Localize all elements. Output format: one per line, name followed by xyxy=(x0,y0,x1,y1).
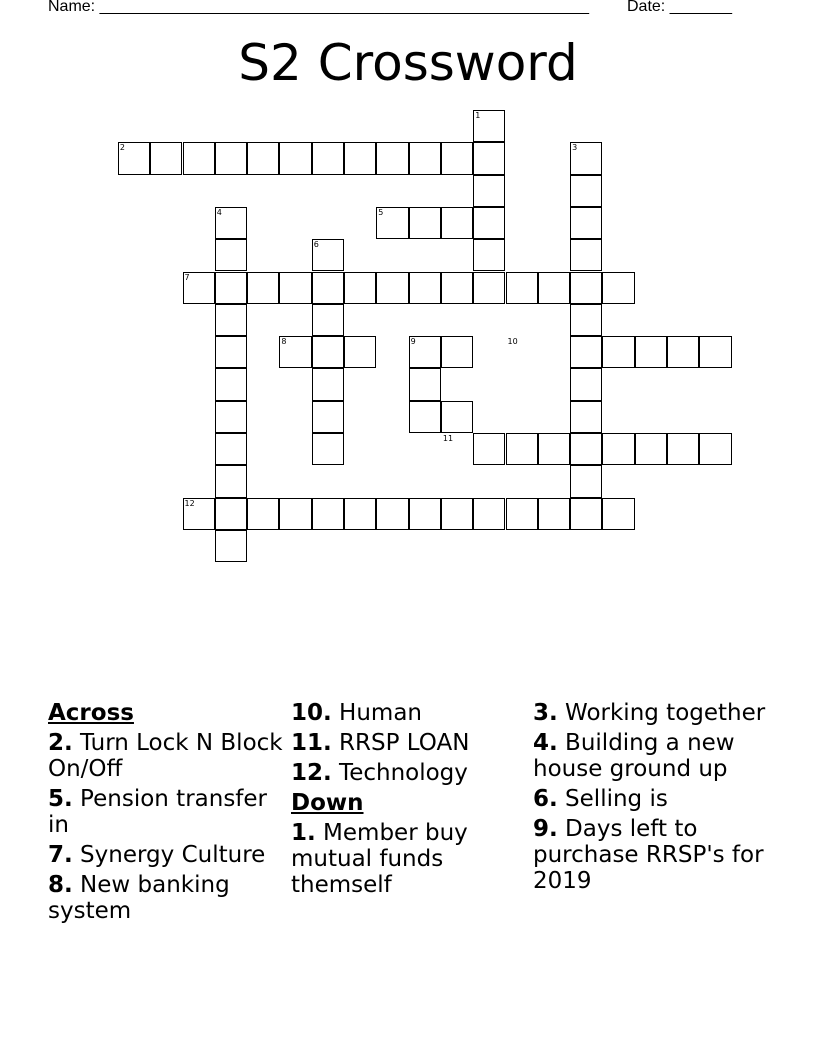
crossword-cell[interactable] xyxy=(473,142,505,174)
crossword-cell[interactable] xyxy=(344,272,376,304)
crossword-cell[interactable] xyxy=(247,272,279,304)
crossword-cell[interactable] xyxy=(409,142,441,174)
clue-across-8: 8. New banking system xyxy=(48,872,230,924)
crossword-cell[interactable] xyxy=(215,272,247,304)
crossword-cell[interactable] xyxy=(215,239,247,271)
crossword-cell[interactable] xyxy=(409,368,441,400)
crossword-cell[interactable] xyxy=(312,336,344,368)
clue-down-6: 6. Selling is xyxy=(533,786,668,812)
crossword-cell[interactable] xyxy=(376,142,408,174)
crossword-cell[interactable] xyxy=(538,272,570,304)
cell-number: 9 xyxy=(410,337,416,347)
crossword-cell[interactable] xyxy=(441,142,473,174)
crossword-cell[interactable] xyxy=(150,142,182,174)
crossword-cell[interactable] xyxy=(441,401,473,433)
cell-number: 4 xyxy=(216,207,222,217)
clue-down-9: 9. Days left to purchase RRSP's for 2019 xyxy=(533,816,764,894)
crossword-cell[interactable] xyxy=(538,433,570,465)
crossword-cell[interactable] xyxy=(667,336,699,368)
cell-number: 6 xyxy=(313,240,319,250)
crossword-cell[interactable] xyxy=(473,175,505,207)
down-heading: Down xyxy=(291,790,364,816)
crossword-cell[interactable] xyxy=(570,239,602,271)
crossword-cell[interactable] xyxy=(409,272,441,304)
crossword-cell[interactable] xyxy=(441,272,473,304)
cell-number: 8 xyxy=(281,337,287,347)
crossword-cell[interactable] xyxy=(279,272,311,304)
crossword-cell[interactable] xyxy=(215,498,247,530)
crossword-cell[interactable] xyxy=(441,207,473,239)
crossword-cell[interactable] xyxy=(635,433,667,465)
page-title: S2 Crossword xyxy=(238,34,578,92)
crossword-cell[interactable] xyxy=(602,498,634,530)
crossword-cell[interactable] xyxy=(570,304,602,336)
crossword-cell[interactable] xyxy=(506,498,538,530)
crossword-cell[interactable] xyxy=(312,498,344,530)
clue-across-5: 5. Pension transfer in xyxy=(48,786,268,838)
crossword-cell[interactable] xyxy=(215,401,247,433)
crossword-cell[interactable] xyxy=(279,142,311,174)
clue-across-10: 10. Human xyxy=(291,700,423,726)
crossword-cell[interactable] xyxy=(602,336,634,368)
cell-number: 10 xyxy=(507,337,518,347)
crossword-cell[interactable] xyxy=(215,465,247,497)
crossword-cell[interactable] xyxy=(538,498,570,530)
crossword-cell[interactable] xyxy=(409,207,441,239)
clue-column-2 xyxy=(291,700,531,902)
across-heading: Across xyxy=(48,700,134,726)
crossword-cell[interactable] xyxy=(667,433,699,465)
crossword-cell[interactable] xyxy=(570,433,602,465)
crossword-cell[interactable] xyxy=(312,304,344,336)
date-field-label: Date: _______ xyxy=(627,0,732,15)
crossword-cell[interactable] xyxy=(506,433,538,465)
crossword-cell[interactable] xyxy=(344,498,376,530)
crossword-cell[interactable] xyxy=(215,304,247,336)
crossword-cell[interactable] xyxy=(183,142,215,174)
crossword-cell[interactable] xyxy=(441,336,473,368)
cell-number: 12 xyxy=(184,498,195,508)
crossword-cell[interactable] xyxy=(473,207,505,239)
cell-number: 3 xyxy=(572,143,578,153)
crossword-cell[interactable] xyxy=(473,239,505,271)
clue-across-11: 11. RRSP LOAN xyxy=(291,730,470,756)
crossword-cell[interactable] xyxy=(215,368,247,400)
crossword-cell[interactable] xyxy=(473,433,505,465)
cell-number: 2 xyxy=(119,143,125,153)
crossword-cell[interactable] xyxy=(570,207,602,239)
crossword-cell[interactable] xyxy=(570,498,602,530)
crossword-cell[interactable] xyxy=(312,368,344,400)
crossword-cell[interactable] xyxy=(215,142,247,174)
crossword-cell[interactable] xyxy=(441,498,473,530)
clue-across-7: 7. Synergy Culture xyxy=(48,842,266,868)
clue-down-3: 3. Working together xyxy=(533,700,766,726)
cell-number: 1 xyxy=(475,111,481,120)
crossword-cell[interactable] xyxy=(247,142,279,174)
clue-across-12: 12. Technology xyxy=(291,760,468,786)
crossword-cell[interactable] xyxy=(312,433,344,465)
clue-down-4: 4. Building a new house ground up xyxy=(533,730,735,782)
crossword-cell[interactable] xyxy=(376,272,408,304)
crossword-cell[interactable] xyxy=(247,498,279,530)
crossword-cell[interactable] xyxy=(344,142,376,174)
crossword-cell[interactable] xyxy=(344,336,376,368)
crossword-cell[interactable] xyxy=(570,272,602,304)
crossword-cell[interactable] xyxy=(570,401,602,433)
crossword-cell[interactable] xyxy=(215,530,247,562)
crossword-cell[interactable] xyxy=(570,336,602,368)
crossword-cell[interactable] xyxy=(409,401,441,433)
crossword-cell[interactable] xyxy=(570,175,602,207)
crossword-cell[interactable] xyxy=(570,465,602,497)
crossword-cell[interactable] xyxy=(215,433,247,465)
crossword-cell[interactable] xyxy=(699,433,731,465)
crossword-cell[interactable] xyxy=(602,272,634,304)
clue-column-1 xyxy=(48,700,288,928)
clue-across-2: 2. Turn Lock N Block On/Off xyxy=(48,730,283,782)
crossword-cell[interactable] xyxy=(473,272,505,304)
crossword-cell[interactable] xyxy=(215,336,247,368)
crossword-cell[interactable] xyxy=(312,401,344,433)
crossword-cell[interactable] xyxy=(506,272,538,304)
cell-number: 5 xyxy=(378,207,384,217)
cell-number: 7 xyxy=(184,272,190,282)
clue-column-3 xyxy=(533,700,773,898)
crossword-cell[interactable] xyxy=(570,368,602,400)
crossword-cell[interactable] xyxy=(312,272,344,304)
crossword-cell[interactable] xyxy=(699,336,731,368)
crossword-cell[interactable] xyxy=(279,498,311,530)
crossword-cell[interactable] xyxy=(409,498,441,530)
crossword-cell[interactable] xyxy=(376,498,408,530)
crossword-cell[interactable] xyxy=(635,336,667,368)
crossword-cell[interactable] xyxy=(312,142,344,174)
name-field-label: Name: _______________________________________________________ xyxy=(48,0,589,15)
crossword-cell[interactable] xyxy=(473,498,505,530)
crossword-cell[interactable] xyxy=(602,433,634,465)
clue-down-1: 1. Member buy mutual funds themself xyxy=(291,820,468,898)
cell-number: 11 xyxy=(442,434,454,443)
